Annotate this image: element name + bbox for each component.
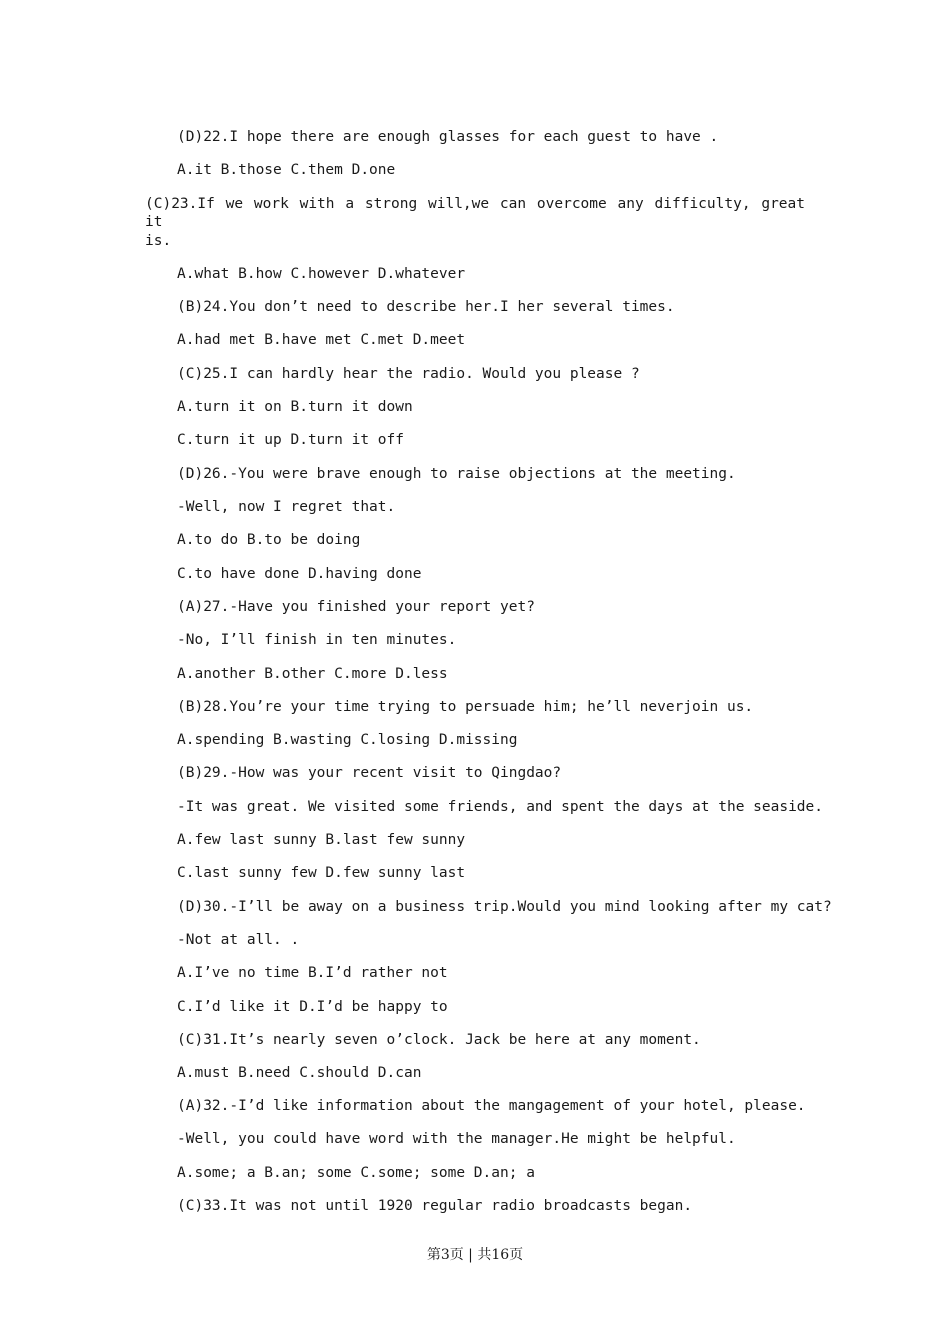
question-29-reply: -It was great. We visited some friends, and spent the days at the seaside. (177, 799, 824, 815)
options-28: A.spending B.wasting C.losing D.missing (177, 732, 518, 748)
question-30-reply: -Not at all. . (177, 932, 300, 948)
question-27-reply: -No, I’ll finish in ten minutes. (177, 632, 457, 648)
options-27: A.another B.other C.more D.less (177, 666, 448, 682)
options-31: A.must B.need C.should D.can (177, 1065, 422, 1081)
question-22: (D)22.I hope there are enough glasses for each guest to have . (177, 129, 719, 145)
question-27: (A)27.-Have you finished your report yet? (177, 599, 535, 615)
question-28: (B)28.You’re your time trying to persuade him; he’ll neverjoin us. (177, 699, 754, 715)
options-23: A.what B.how C.however D.whatever (177, 266, 466, 282)
options-25-a: A.turn it on B.turn it down (177, 399, 413, 415)
question-31: (C)31.It’s nearly seven o’clock. Jack be here at any moment. (177, 1032, 701, 1048)
question-32-reply: -Well, you could have word with the manager.He might be helpful. (177, 1131, 736, 1147)
options-29-b: C.last sunny few D.few sunny last (177, 865, 466, 881)
options-25-b: C.turn it up D.turn it off (177, 432, 404, 448)
question-25: (C)25.I can hardly hear the radio. Would you please ? (177, 366, 640, 382)
question-29: (B)29.-How was your recent visit to Qingdao? (177, 765, 562, 781)
options-30-a: A.I’ve no time B.I’d rather not (177, 965, 448, 981)
page-footer: 第3页 | 共16页 (426, 1247, 524, 1263)
question-33: (C)33.It was not until 1920 regular radio broadcasts began. (177, 1198, 693, 1214)
options-26-a: A.to do B.to be doing (177, 532, 361, 548)
options-26-b: C.to have done D.having done (177, 566, 422, 582)
question-26-reply: -Well, now I regret that. (177, 499, 396, 515)
question-23-cont: is. (145, 233, 172, 249)
question-30: (D)30.-I’ll be away on a business trip.Would you mind looking after my cat? (177, 899, 832, 915)
options-29-a: A.few last sunny B.last few sunny (177, 832, 466, 848)
options-24: A.had met B.have met C.met D.meet (177, 332, 466, 348)
options-22: A.it B.those C.them D.one (177, 162, 396, 178)
question-32: (A)32.-I’d like information about the mangagement of your hotel, please. (177, 1098, 806, 1114)
question-24: (B)24.You don’t need to describe her.I her several times. (177, 299, 675, 315)
question-26: (D)26.-You were brave enough to raise objections at the meeting. (177, 466, 736, 482)
options-30-b: C.I’d like it D.I’d be happy to (177, 999, 448, 1015)
question-23: (C)23.If we work with a strong will,we can overcome any difficulty, great it (145, 196, 805, 230)
options-32: A.some; a B.an; some C.some; some D.an; a (177, 1165, 535, 1181)
